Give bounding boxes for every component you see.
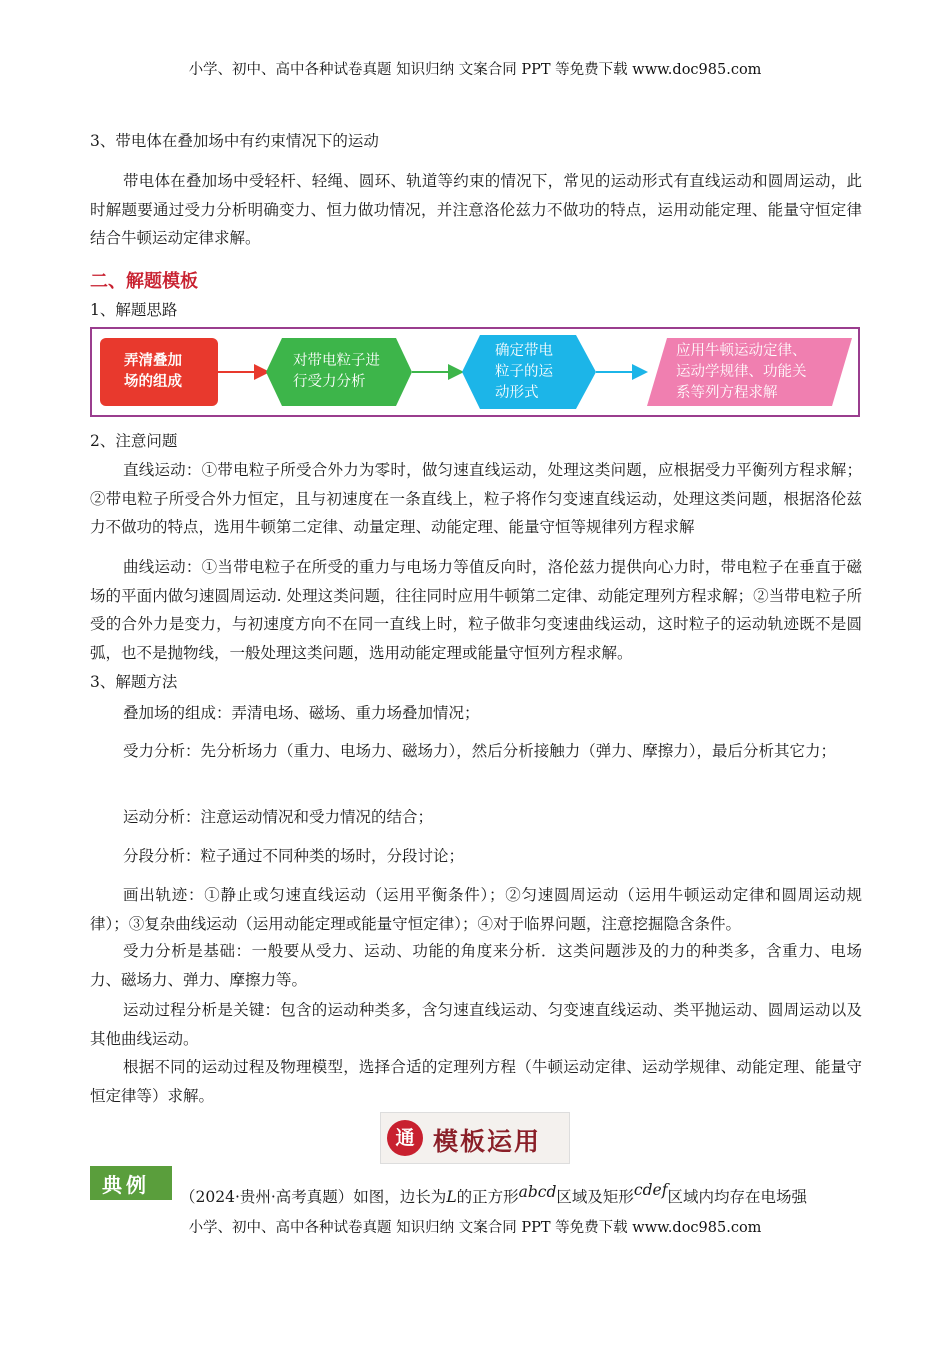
example-badge: 典例 <box>90 1166 172 1200</box>
flow-step1: 弄清叠加 场的组成 <box>124 353 182 390</box>
section2-title: 二、解题模板 <box>90 271 198 292</box>
approach-flow-diagram <box>90 327 860 417</box>
method-heading: 3、解题方法 <box>90 673 178 691</box>
flow-step3: 确定带电 粒子的运 动形式 <box>495 343 553 401</box>
notes-curve: 曲线运动：①当带电粒子在所受的重力与电场力等值反向时，洛伦兹力提供向心力时，带电粒子在垂直于磁场的平面内做匀速圆周运动. 处理这类问题，往往同时应用牛顿第二定律、动能定理列方程求解；②当带电粒子所受的合外力是变力，与初速度方向不在同一直线上时，粒子做非匀变速曲线运动，这时粒子的运动轨迹既不是圆弧，也不是抛物线，一般处理这类问题，选用动能定理或能量守恒列方程求解。 <box>90 558 862 662</box>
part3-heading: 3、带电体在叠加场中有约束情况下的运动 <box>90 132 379 150</box>
method-p3: 运动分析：注意运动情况和受力情况的结合； <box>123 808 434 826</box>
notes-linear: 直线运动：①带电粒子所受合外力为零时，做匀速直线运动，处理这类问题，应根据受力平衡列方程求解；②带电粒子所受合外力恒定，且与初速度在一条直线上，粒子将作匀变速直线运动，处理这类问题，根据洛伦兹力不做功的特点，选用牛顿第二定律、动量定理、动能定理、能量守恒等规律列方程求解 <box>90 461 862 536</box>
method-p6: 受力分析是基础：一般要从受力、运动、功能的角度来分析．这类问题涉及的力的种类多，含重力、电场力、磁场力、弹力、摩擦力等。 <box>90 942 862 989</box>
notes-heading: 2、注意问题 <box>90 432 178 450</box>
flow-step2: 对带电粒子进 行受力分析 <box>293 353 380 390</box>
example-text: （2024·贵州·高考真题）如图，边长为L的正方形abcd区域及矩形cdef区域内均存在电场强 <box>180 1181 807 1206</box>
method-p5: 画出轨迹：①静止或匀速直线运动（运用平衡条件）；②匀速圆周运动（运用牛顿运动定律和圆周运动规律）；③复杂曲线运动（运用动能定理或能量守恒定律）；④对于临界问题，注意挖掘隐含条件。 <box>90 886 862 933</box>
seal-icon: 通 <box>387 1120 423 1156</box>
banner-text: 模板运用 <box>433 1127 542 1156</box>
method-p8: 根据不同的运动过程及物理模型，选择合适的定理列方程（牛顿运动定律、运动学规律、动能定理、能量守恒定律等）求解。 <box>90 1058 862 1105</box>
flow-step4: 应用牛顿运动定律、 运动学规律、功能关 系等列方程求解 <box>676 343 807 401</box>
method-p7: 运动过程分析是关键：包含的运动种类多，含匀速直线运动、匀变速直线运动、类平抛运动、圆周运动以及其他曲线运动。 <box>90 1001 862 1048</box>
part3-body: 带电体在叠加场中受轻杆、轻绳、圆环、轨道等约束的情况下，常见的运动形式有直线运动和圆周运动，此时解题要通过受力分析明确变力、恒力做功情况，并注意洛伦兹力不做功的特点，运用动能定理、能量守恒定律结合牛顿运动定律求解。 <box>90 172 862 247</box>
method-p4: 分段分析：粒子通过不同种类的场时，分段讨论； <box>123 847 465 865</box>
approach-heading: 1、解题思路 <box>90 301 178 319</box>
template-usage-banner <box>380 1112 570 1164</box>
method-p1: 叠加场的组成：弄清电场、磁场、重力场叠加情况； <box>123 704 480 722</box>
method-p2: 受力分析：先分析场力（重力、电场力、磁场力），然后分析接触力（弹力、摩擦力），最后分析其它力； <box>123 742 837 760</box>
page-header: 小学、初中、高中各种试卷真题 知识归纳 文案合同 PPT 等免费下载 www.doc985.com <box>188 62 762 78</box>
page-footer: 小学、初中、高中各种试卷真题 知识归纳 文案合同 PPT 等免费下载 www.doc985.com <box>188 1220 762 1236</box>
